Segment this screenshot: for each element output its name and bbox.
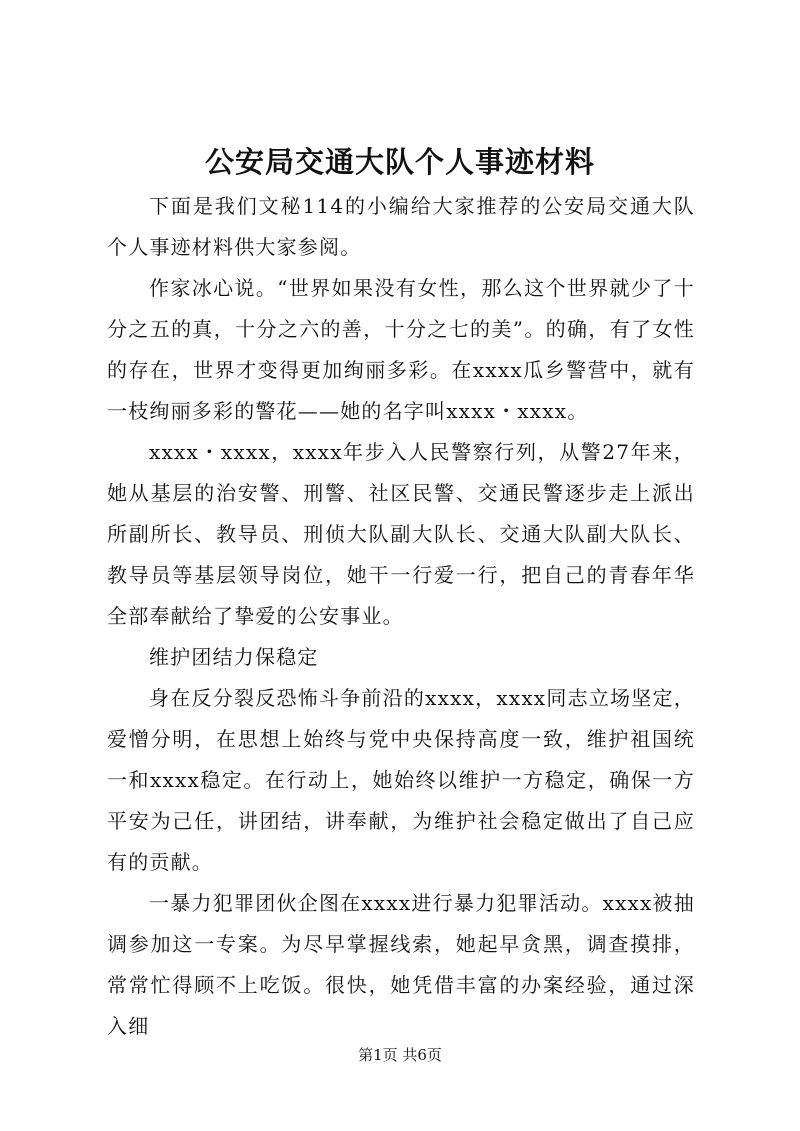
section-heading: 维护团结力保稳定 <box>149 645 319 669</box>
paragraph-career: xxxx・xxxx，xxxx年步入人民警察行列，从警27年来，她从基层的治安警、刑警、社区民警、交通民警逐步走上派出所副所长、教导员、刑侦大队副大队长、交通大队副大队长、教导员等基层领导岗位，她干一行爱一行，把自己的青春年华全部奉献给了挚爱的公安事业。 <box>107 440 695 628</box>
paragraph-case: 一暴力犯罪团伙企图在xxxx进行暴力犯罪活动。xxxx被抽调参加这一专案。为尽早掌握线索，她起早贪黑，调查摸排，常常忙得顾不上吃饭。很快，她凭借丰富的办案经验，通过深入细 <box>107 891 695 1038</box>
page-footer: 第1页 共6页 <box>358 1046 442 1064</box>
paragraph-bingxin-quote: 作家冰心说。“世界如果没有女性，那么这个世界就少了十分之五的真，十分之六的善，十分之七的美”。的确，有了女性的存在，世界才变得更加绚丽多彩。在xxxx瓜乡警营中，就有一枝绚丽多彩的警花——她的名字叫xxxx・xxxx。 <box>107 276 695 423</box>
document-body <box>107 186 695 1047</box>
document-title: 公安局交通大队个人事迹材料 <box>204 145 595 179</box>
paragraph-intro: 下面是我们文秘114的小编给大家推荐的公安局交通大队个人事迹材料供大家参阅。 <box>107 194 695 259</box>
paragraph-stability: 身在反分裂反恐怖斗争前沿的xxxx，xxxx同志立场坚定，爱憎分明，在思想上始终与党中央保持高度一致，维护祖国统一和xxxx稳定。在行动上，她始终以维护一方稳定，确保一方平安为己任，讲团结，讲奉献，为维护社会稳定做出了自己应有的贡献。 <box>107 686 695 874</box>
